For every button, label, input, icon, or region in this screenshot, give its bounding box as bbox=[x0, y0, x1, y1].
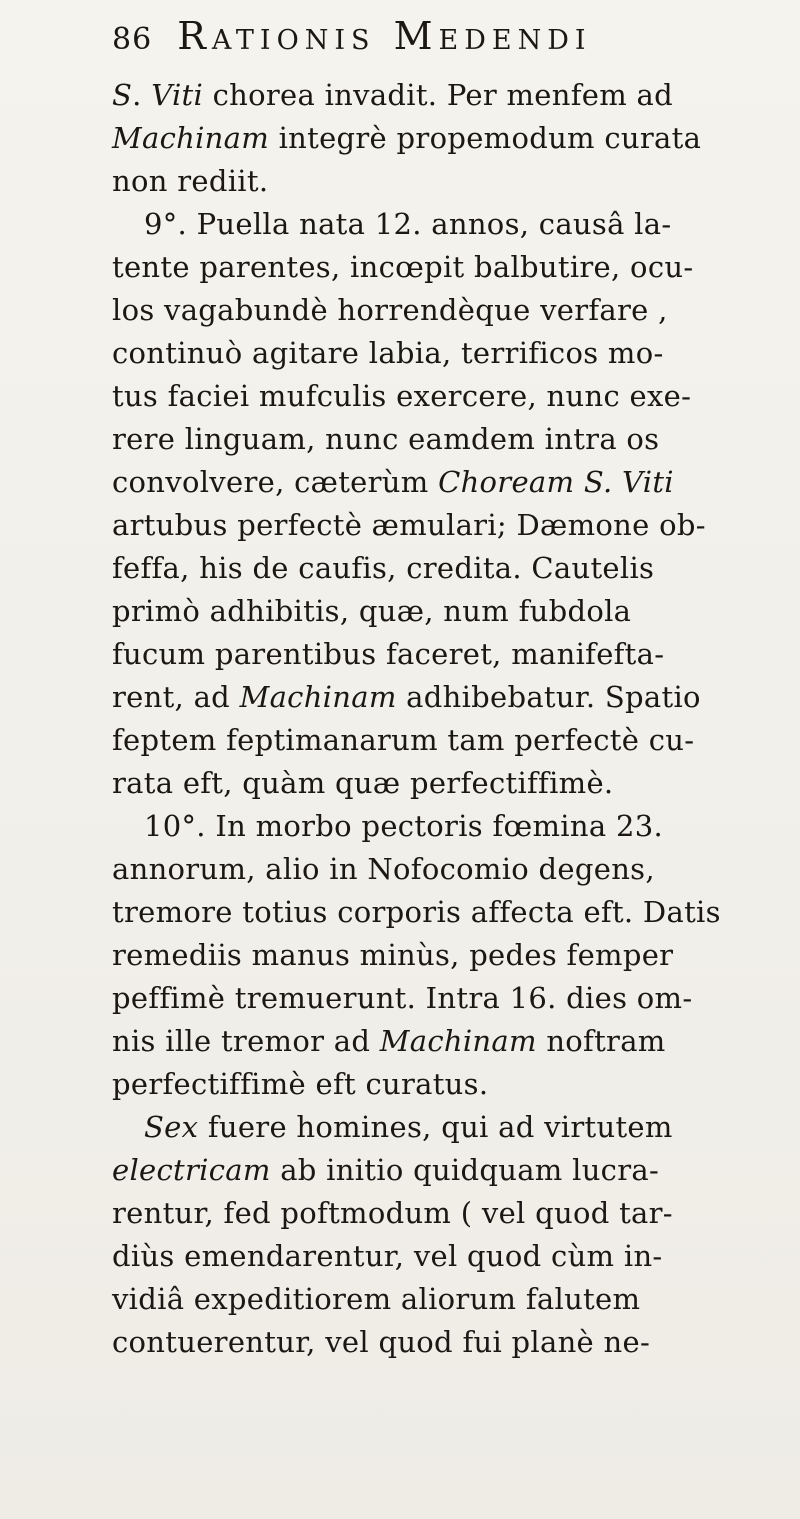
page-number: 86 bbox=[112, 22, 153, 57]
text-segment: feptem feptimanarum tam perfectè cu- bbox=[112, 723, 695, 757]
text-line bbox=[112, 74, 800, 117]
text-line bbox=[112, 418, 800, 461]
text-line bbox=[112, 289, 800, 332]
text-segment: vidiâ expeditiorem aliorum falutem bbox=[112, 1282, 641, 1316]
text-segment: rere linguam, nunc eamdem intra os bbox=[112, 422, 660, 456]
text-line bbox=[112, 762, 800, 805]
text-line bbox=[112, 1020, 800, 1063]
italic-text: S bbox=[112, 78, 133, 112]
running-head bbox=[112, 14, 752, 70]
italic-text: Sex bbox=[144, 1110, 199, 1144]
text-line bbox=[112, 547, 800, 590]
text-segment: rata eft, quàm quæ perfectiffimè. bbox=[112, 766, 614, 800]
text-line bbox=[112, 246, 800, 289]
text-segment: continuò agitare labia, terrificos mo- bbox=[112, 336, 664, 370]
italic-text: Machinam bbox=[239, 680, 397, 714]
text-segment: ab initio quidquam lucra- bbox=[270, 1153, 660, 1187]
text-line bbox=[112, 891, 800, 934]
text-segment: noftram bbox=[536, 1024, 666, 1058]
text-line bbox=[112, 1235, 800, 1278]
text-line bbox=[112, 633, 800, 676]
text-line bbox=[112, 1321, 800, 1364]
text-segment: integrè propemodum curata bbox=[269, 121, 702, 155]
text-segment: diùs emendarentur, vel quod cùm in- bbox=[112, 1239, 663, 1273]
italic-text: Machinam bbox=[112, 121, 270, 155]
text-segment: fuere homines, qui ad virtutem bbox=[198, 1110, 673, 1144]
text-line bbox=[112, 375, 800, 418]
text-line bbox=[112, 934, 800, 977]
text-segment: tremore totius corporis affecta eft. Datis bbox=[112, 895, 721, 929]
text-segment: tente parentes, incœpit balbutire, ocu- bbox=[112, 250, 694, 284]
text-line bbox=[112, 1278, 800, 1321]
text-line bbox=[112, 1149, 800, 1192]
text-line bbox=[112, 1192, 800, 1235]
italic-text: electricam bbox=[112, 1153, 271, 1187]
text-line bbox=[112, 461, 800, 504]
text-segment: rentur, fed poftmodum ( vel quod tar- bbox=[112, 1196, 673, 1230]
text-segment: 10°. In morbo pectoris fœmina 23. bbox=[144, 809, 663, 843]
text-line bbox=[112, 805, 800, 848]
text-segment: feffa, his de caufis, credita. Cautelis bbox=[112, 551, 655, 585]
text-line bbox=[112, 1063, 800, 1106]
text-segment: rent, ad bbox=[112, 680, 240, 714]
text-line bbox=[112, 160, 800, 203]
italic-text: Choream S. Viti bbox=[438, 465, 674, 499]
text-segment: adhibebatur. Spatio bbox=[396, 680, 701, 714]
running-head-title: Rationis Medendi bbox=[177, 14, 592, 58]
text-line bbox=[112, 1106, 800, 1149]
text-segment: nis ille tremor ad bbox=[112, 1024, 380, 1058]
text-segment: peffimè tremuerunt. Intra 16. dies om- bbox=[112, 981, 693, 1015]
text-segment: 9°. Puella nata 12. annos, causâ la- bbox=[144, 207, 672, 241]
text-line bbox=[112, 848, 800, 891]
text-segment: convolvere, cæterùm bbox=[112, 465, 439, 499]
text-segment: perfectiffimè eft curatus. bbox=[112, 1067, 489, 1101]
text-segment: . bbox=[132, 78, 152, 112]
text-line bbox=[112, 676, 800, 719]
text-segment: chorea invadit. Per menfem ad bbox=[203, 78, 674, 112]
text-segment: annorum, alio in Nofocomio degens, bbox=[112, 852, 655, 886]
text-line bbox=[112, 332, 800, 375]
text-segment: tus faciei mufculis exercere, nunc exe- bbox=[112, 379, 692, 413]
text-line bbox=[112, 977, 800, 1020]
text-segment: remediis manus minùs, pedes femper bbox=[112, 938, 674, 972]
text-segment: primò adhibitis, quæ, num fubdola bbox=[112, 594, 632, 628]
text-segment: fucum parentibus faceret, manifefta- bbox=[112, 637, 665, 671]
text-segment: non rediit. bbox=[112, 164, 269, 198]
text-segment: contuerentur, vel quod fui planè ne- bbox=[112, 1325, 651, 1359]
text-line bbox=[112, 590, 800, 633]
body-text bbox=[112, 74, 800, 1364]
italic-text: Viti bbox=[151, 78, 204, 112]
text-line bbox=[112, 203, 800, 246]
text-line bbox=[112, 504, 800, 547]
text-line bbox=[112, 719, 800, 762]
text-line bbox=[112, 117, 800, 160]
text-segment: artubus perfectè æmulari; Dæmone ob- bbox=[112, 508, 706, 542]
text-segment: los vagabundè horrendèque verfare , bbox=[112, 293, 668, 327]
italic-text: Machinam bbox=[379, 1024, 537, 1058]
